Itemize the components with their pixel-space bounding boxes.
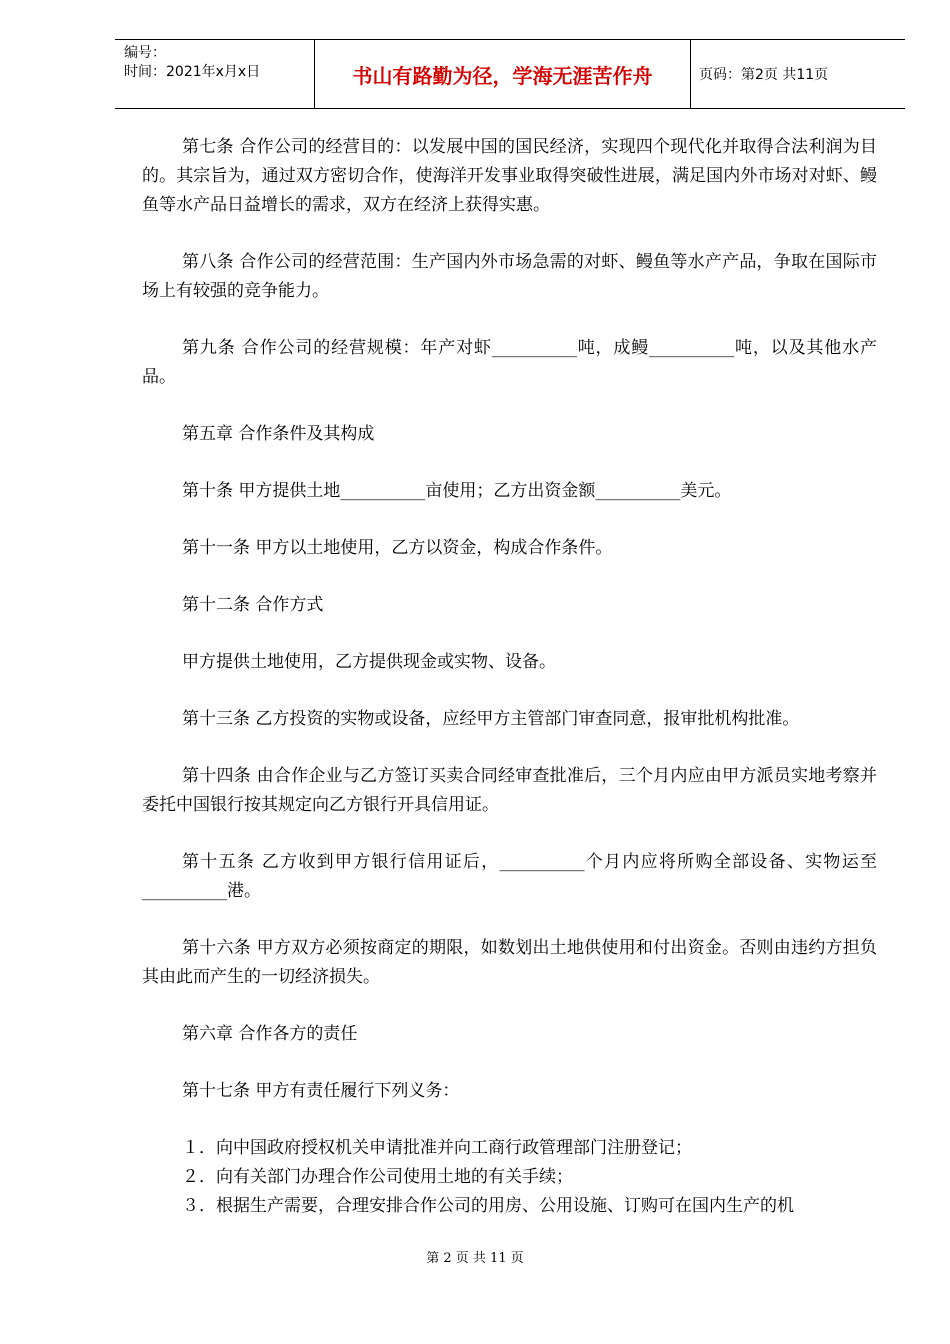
list-item: ３．根据生产需要，合理安排合作公司的用房、公用设施、订购可在国内生产的机	[182, 1196, 794, 1216]
page-header	[115, 39, 905, 109]
article-7: 第七条 合作公司的经营目的：以发展中国的国民经济，实现四个现代化并取得合法利润为目的。其宗旨为，通过双方密切合作，使海洋开发事业取得突破性进展，满足国内外市场对对虾、鳗鱼等水产品日益增长的需求，双方在经济上获得实惠。	[142, 137, 877, 215]
article-9: 第九条 合作公司的经营规模：年产对虾__________吨，成鳗__________吨，以及其他水产品。	[142, 338, 877, 387]
article-12: 第十二条 合作方式	[182, 595, 324, 615]
article-13: 第十三条 乙方投资的实物或设备，应经甲方主管部门审查同意，报审批机构批准。	[182, 709, 800, 729]
article-8: 第八条 合作公司的经营范围：生产国内外市场急需的对虾、鳗鱼等水产产品，争取在国际市场上有较强的竞争能力。	[142, 252, 877, 301]
article-17: 第十七条 甲方有责任履行下列义务：	[182, 1081, 460, 1101]
list-item: １．向中国政府授权机关申请批准并向工商行政管理部门注册登记；	[182, 1138, 692, 1158]
list-item: ２．向有关部门办理合作公司使用土地的有关手续；	[182, 1167, 573, 1187]
header-left-cell	[115, 40, 315, 108]
page-footer: 第 2 页 共 11 页	[426, 1251, 524, 1266]
article-11: 第十一条 甲方以土地使用，乙方以资金，构成合作条件。	[182, 538, 613, 558]
article-15: 第十五条 乙方收到甲方银行信用证后，__________个月内应将所购全部设备、实物运至__________港。	[142, 852, 877, 901]
article-16: 第十六条 甲方双方必须按商定的期限，如数划出土地供使用和付出资金。否则由违约方担负其由此而产生的一切经济损失。	[142, 938, 877, 987]
article-14: 第十四条 由合作企业与乙方签订买卖合同经审查批准后，三个月内应由甲方派员实地考察并委托中国银行按其规定向乙方银行开具信用证。	[142, 766, 877, 815]
article-10: 第十条 甲方提供土地__________亩使用；乙方出资金额__________美元。	[182, 481, 732, 501]
header-page-label: 页码：第2页 共11页	[699, 67, 829, 83]
time-label: 时间：2021年x月x日	[124, 64, 261, 80]
chapter-6-heading: 第六章 合作各方的责任	[182, 1024, 358, 1044]
chapter-5-heading: 第五章 合作条件及其构成	[182, 424, 375, 444]
document-body	[142, 133, 877, 1221]
header-motto: 书山有路勤为径，学海无涯苦作舟	[315, 40, 691, 108]
number-label: 编号：	[124, 45, 166, 61]
article-12-body: 甲方提供土地使用，乙方提供现金或实物、设备。	[182, 652, 556, 672]
